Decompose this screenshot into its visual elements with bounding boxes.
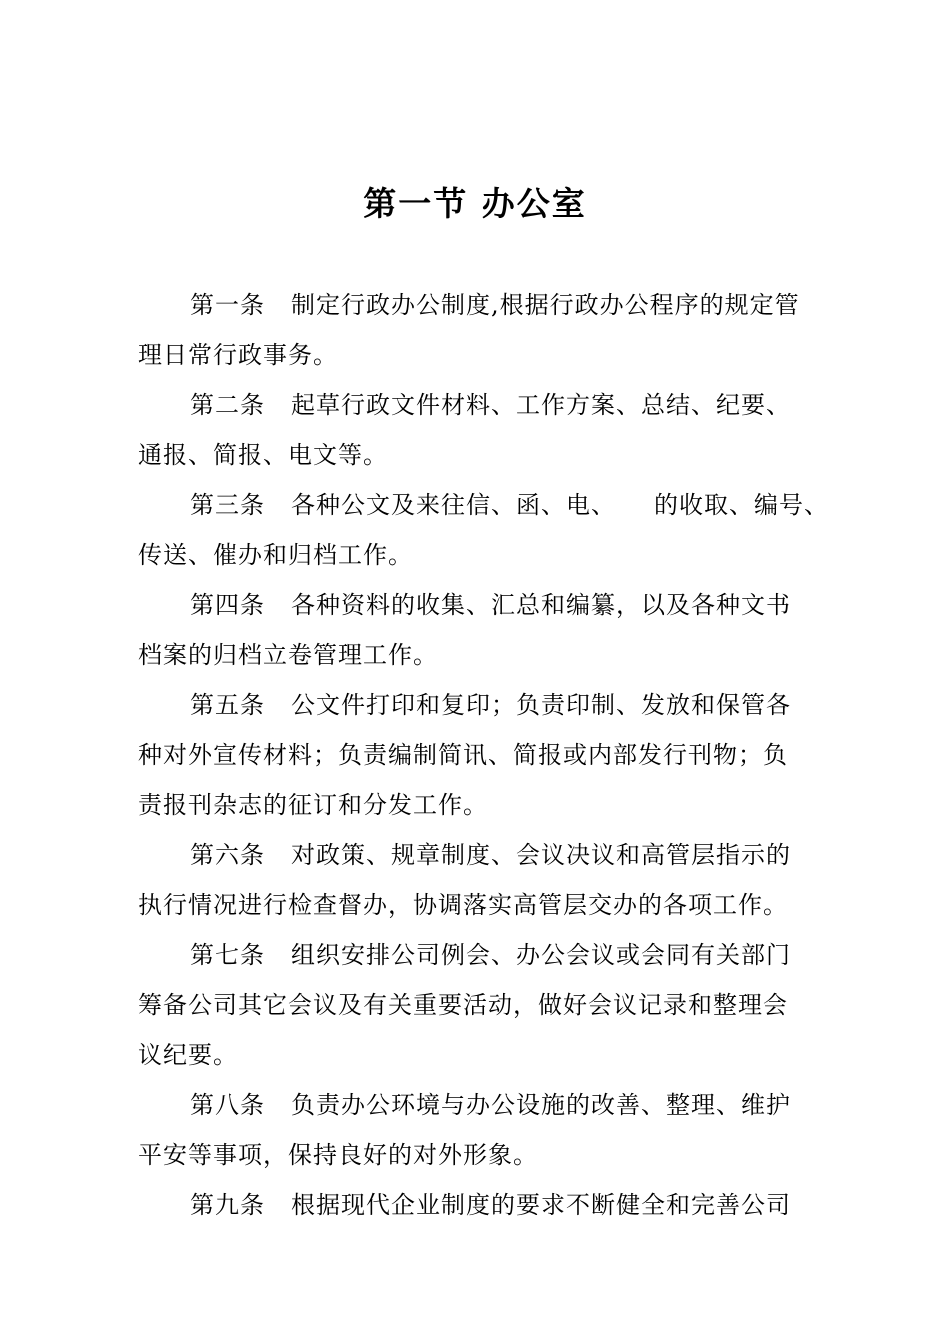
article-number: 第八条 [190,1091,265,1119]
article-line [138,480,828,530]
article-text: 各种资料的收集、汇总和编纂，以及各种文书 [291,591,791,619]
article-number: 第九条 [190,1191,265,1219]
article-line [138,830,828,880]
article-line: 筹备公司其它会议及有关重要活动，做好会议记录和整理会 [138,991,788,1019]
article-6 [138,830,828,930]
article-line [138,1180,828,1230]
article-number: 第二条 [190,391,265,419]
article-line: 议纪要。 [138,1041,238,1069]
article-text: 起草行政文件材料、工作方案、总结、纪要、 [291,391,791,419]
article-2 [138,380,828,480]
article-list [138,280,828,1230]
article-line [138,580,828,630]
article-5 [138,680,828,830]
article-text: 对政策、规章制度、会议决议和高管层指示的 [291,841,791,869]
article-number: 第四条 [190,591,265,619]
article-text: 组织安排公司例会、办公会议或会同有关部门 [291,941,791,969]
article-text: 公文件打印和复印；负责印制、发放和保管各 [291,691,791,719]
article-line: 责报刊杂志的征订和分发工作。 [138,791,488,819]
article-line: 通报、简报、电文等。 [138,441,388,469]
article-line [138,380,828,430]
article-text: 根据现代企业制度的要求不断健全和完善公司 [291,1191,791,1219]
article-3 [138,480,828,580]
article-line [138,1080,828,1130]
article-text: 各种公文及来往信、函、电、 的收取、编号、 [291,491,829,519]
article-text: 负责办公环境与办公设施的改善、整理、维护 [291,1091,791,1119]
article-number: 第三条 [190,491,265,519]
article-8 [138,1080,828,1180]
article-number: 第七条 [190,941,265,969]
article-number: 第六条 [190,841,265,869]
article-line: 档案的归档立卷管理工作。 [138,641,438,669]
article-line [138,680,828,730]
article-number: 第一条 [190,291,265,319]
article-line: 传送、催办和归档工作。 [138,541,413,569]
article-line: 执行情况进行检查督办，协调落实高管层交办的各项工作。 [138,891,788,919]
article-number: 第五条 [190,691,265,719]
article-9 [138,1180,828,1230]
article-1 [138,280,828,380]
article-4 [138,580,828,680]
article-line: 理日常行政事务。 [138,341,338,369]
article-7 [138,930,828,1080]
article-line: 平安等事项，保持良好的对外形象。 [138,1141,538,1169]
article-line: 种对外宣传材料；负责编制简讯、简报或内部发行刊物；负 [138,741,788,769]
article-line [138,930,828,980]
article-text: 制定行政办公制度,根据行政办公程序的规定管 [291,291,800,319]
section-title: 第一节 办公室 [363,184,587,223]
article-line [138,280,828,330]
